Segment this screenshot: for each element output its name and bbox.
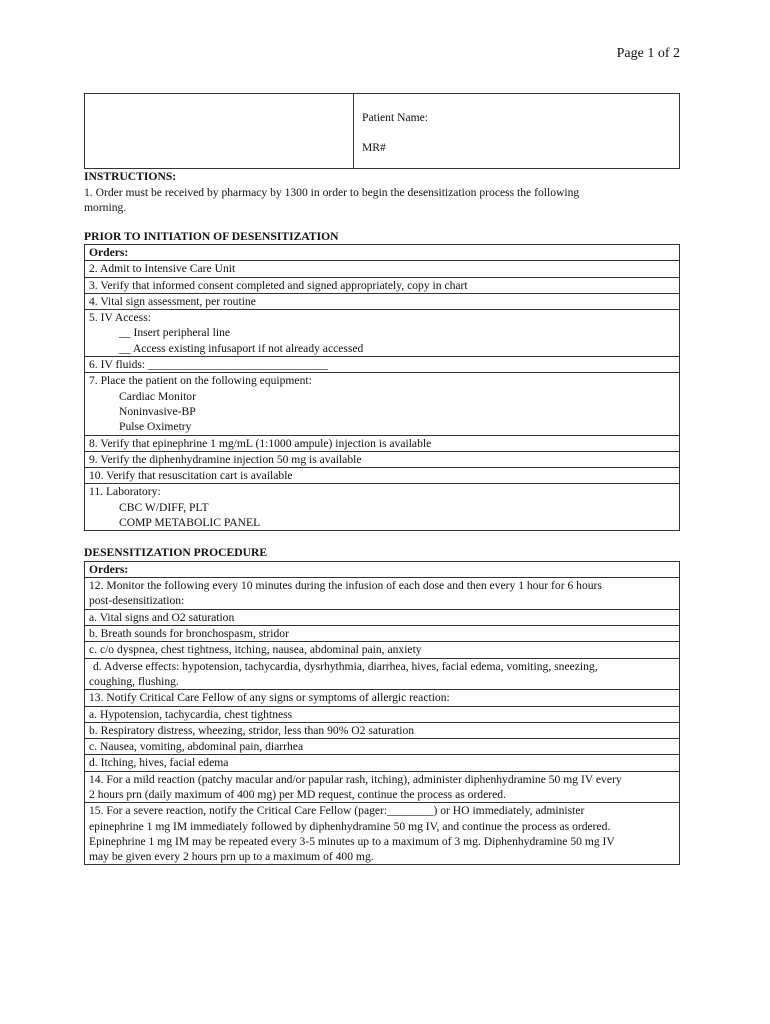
order-sub-item: Pulse Oximetry [119,420,192,434]
procedure-orders-table [84,561,680,866]
mr-number-label: MR# [362,141,386,154]
order-row: b. Breath sounds for bronchospasm, stridor [85,626,680,642]
order-text: 15. For a severe reaction, notify the Critical Care Fellow (pager:________) or HO immediately, administer [89,804,585,818]
order-text: 8. Verify that epinephrine 1 mg/mL (1:1000 ampule) injection is available [89,436,432,450]
order-row [85,261,680,277]
procedure-section-title: DESENSITIZATION PROCEDURE [84,546,268,560]
order-row [85,803,680,865]
order-text: 14. For a mild reaction (patchy macular and/or papular rash, itching), administer diphenhydramine 50 mg IV every [89,772,622,786]
order-row: a. Vital signs and O2 saturation [85,609,680,625]
order-text: coughing, flushing. [89,674,179,688]
order-row [85,357,680,373]
order-text: 2. Admit to Intensive Care Unit [89,262,236,276]
order-sub-item: __ Insert peripheral line [119,326,231,340]
order-text: 12. Monitor the following every 10 minutes during the infusion of each dose and then every 1 hour for 6 hours [89,579,602,593]
order-row [85,451,680,467]
patient-header-box [84,93,680,169]
header-blank-cell [85,94,354,168]
instruction-line: morning. [84,201,127,214]
order-row [85,310,680,357]
order-text: 4. Vital sign assessment, per routine [89,294,256,308]
order-text: 10. Verify that resuscitation cart is available [89,469,293,483]
order-text: 3. Verify that informed consent completed and signed appropriately, copy in chart [89,278,468,292]
order-row [85,373,680,435]
order-row [85,277,680,293]
order-form-content [84,169,680,865]
order-text: 9. Verify the diphenhydramine injection 50 mg is available [89,452,362,466]
order-text: 7. Place the patient on the following equipment: [89,374,312,388]
order-row: a. Hypotension, tachycardia, chest tightness [85,706,680,722]
order-row: b. Respiratory distress, wheezing, stridor, less than 90% O2 saturation [85,722,680,738]
order-text: Epinephrine 1 mg IM may be repeated every 3-5 minutes up to a maximum of 3 mg. Diphenhydramine 50 mg IV [89,834,615,848]
order-sub-item: CBC W/DIFF, PLT [119,500,209,514]
patient-info-cell [354,94,679,168]
order-text: 2 hours prn (daily maximum of 400 mg) per MD request, continue the process as ordered. [89,788,506,801]
order-sub-item: COMP METABOLIC PANEL [119,516,261,530]
order-row [85,658,680,690]
order-row: c. Nausea, vomiting, abdominal pain, diarrhea [85,739,680,755]
order-sub-item: __ Access existing infusaport if not already accessed [119,341,364,355]
order-row [85,484,680,531]
order-text: 5. IV Access: [89,311,151,325]
order-text: may be given every 2 hours prn up to a maximum of 400 mg. [89,850,374,864]
order-text: 11. Laboratory: [89,485,161,499]
order-sub-item: Cardiac Monitor [119,389,196,403]
order-row: c. c/o dyspnea, chest tightness, itching, nausea, abdominal pain, anxiety [85,642,680,658]
prior-section-title: PRIOR TO INITIATION OF DESENSITIZATION [84,229,339,243]
order-row [85,293,680,309]
order-row [85,578,680,610]
instructions-title: INSTRUCTIONS: [84,170,177,183]
order-text: post-desensitization: [89,594,185,608]
instruction-line: 1. Order must be received by pharmacy by 1300 in order to begin the desensitization process the following [84,185,580,199]
order-sub-item: Noninvasive-BP [119,404,196,418]
order-row [85,771,680,803]
order-text: d. Adverse effects: hypotension, tachycardia, dysrhythmia, diarrhea, hives, facial edema, vomiting, sneezing, [93,659,598,673]
order-row: d. Itching, hives, facial edema [85,755,680,771]
order-row [85,435,680,451]
order-text: epinephrine 1 mg IM immediately followed by diphenhydramine 50 mg IV, and continue the process as ordered. [89,819,611,833]
orders-label: Orders: [85,561,680,577]
patient-name-label: Patient Name: [362,111,429,124]
orders-label: Orders: [85,245,680,261]
prior-orders-table [84,244,680,531]
page-number: Page 1 of 2 [616,46,680,61]
order-text: 6. IV fluids: _______________________________ [89,358,328,372]
order-row: 13. Notify Critical Care Fellow of any signs or symptoms of allergic reaction: [85,690,680,706]
order-row [85,468,680,484]
